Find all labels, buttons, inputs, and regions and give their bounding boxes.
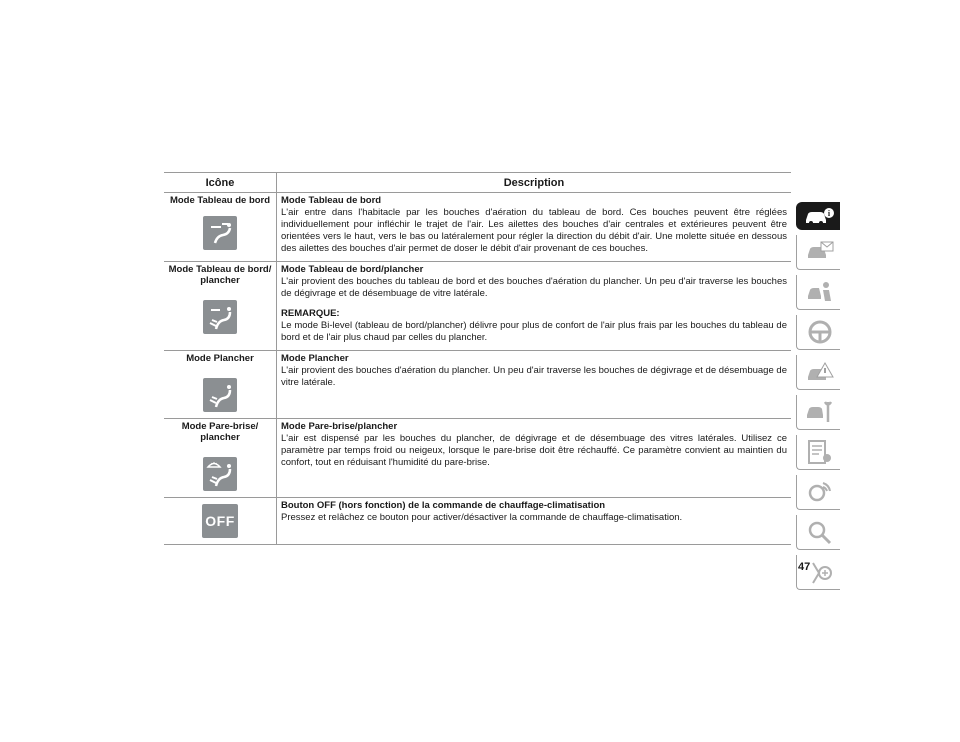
off-button-icon: OFF [202,504,238,538]
description-cell [277,498,792,545]
svg-text:i: i [827,209,831,218]
header-description: Description [277,173,792,193]
panel-mode-icon [203,216,237,250]
tab-index[interactable] [796,515,840,550]
icon-label: Mode Pare-brise/ plancher [181,421,259,443]
warning-messages-icon [805,239,835,265]
icon-cell [164,498,277,545]
table-row [164,498,791,545]
safety-airbag-icon [805,279,835,305]
service-tools-icon [805,399,835,425]
description-cell [277,351,792,419]
description-cell [277,193,792,262]
climate-modes-table [164,172,791,545]
steering-wheel-icon [805,319,835,345]
table-row [164,419,791,498]
description-title: Bouton OFF (hors fonction) de la commande de chauffage-climatisation [281,500,606,511]
table-row [164,193,791,262]
description-cell [277,262,792,351]
tab-service[interactable] [796,395,840,430]
icon-cell [164,351,277,419]
description-text: L'air est dispensé par les bouches du plancher, de dégivrage et de désembuage des vitres latérales. Utilisez ce paramètre par temps froid ou neigeux, lorsque le pare-brise doit être réchauffé. Ce paramètre convient au maintien du confort, tout en réduisant l'humidité du pare-brise. [281,433,787,468]
index-search-icon [805,519,835,545]
emergency-car-icon [805,359,835,385]
note-label: REMARQUE: [281,308,340,319]
icon-cell [164,262,277,351]
tab-safety[interactable] [796,275,840,310]
tab-driving[interactable] [796,315,840,350]
table-header-row [164,173,791,193]
floor-mode-icon [203,378,237,412]
icon-cell [164,193,277,262]
description-text: L'air provient des bouches d'aération du plancher. Un peu d'air traverse les bouches de dégivrage et de désembuage de vitre latérale. [281,365,787,388]
table-row [164,351,791,419]
description-cell [277,419,792,498]
icon-label: Mode Tableau de bord/ plancher [168,264,272,286]
tab-emergency[interactable] [796,355,840,390]
tab-specifications[interactable] [796,435,840,470]
mix-mode-icon [203,457,237,491]
specifications-icon [805,439,835,465]
description-text: L'air entre dans l'habitacle par les bouches d'aération du tableau de bord. Ces bouches peuvent être réglées individuellement pour infléchir le trajet de l'air. Les ailettes des bouches d'air centrales et extérieures peuvent être orientées vers le haut, vers le bas ou latéralement pour régler la direction du débit d'air. Une molette située en dessous des ailettes des bouches d'air permet de doser le débit d'air provenant de ces bouches. [281,207,787,254]
chapter-tabs [796,202,840,595]
tab-warning-messages[interactable] [796,235,840,270]
description-title: Mode Plancher [281,353,349,364]
description-title: Mode Tableau de bord/plancher [281,264,424,275]
multimedia-icon [805,479,835,505]
icon-label: Mode Tableau de bord [169,195,271,206]
description-text: L'air provient des bouches du tableau de bord et des bouches d'aération du plancher. Un peu d'air traverse les bouches de dégivrage et de désembuage de vitre latérale. [281,276,787,299]
icon-label: Mode Plancher [186,353,254,364]
car-info-icon [804,206,834,226]
header-icon: Icône [164,173,277,193]
page-number: 47 [798,561,811,573]
description-title: Mode Pare-brise/plancher [281,421,398,432]
description-title: Mode Tableau de bord [281,195,382,206]
note-text: Le mode Bi-level (tableau de bord/plancher) délivre pour plus de confort de l'air plus frais par les bouches du tableau de bord et de l'air plus chaud par celles du plancher. [281,320,787,343]
tab-multimedia[interactable] [796,475,840,510]
bilevel-mode-icon [203,300,237,334]
description-text: Pressez et relâchez ce bouton pour activer/désactiver la commande de chauffage-climatisation. [281,512,683,523]
table-row [164,262,791,351]
tab-car-info[interactable] [796,202,840,230]
icon-cell [164,419,277,498]
